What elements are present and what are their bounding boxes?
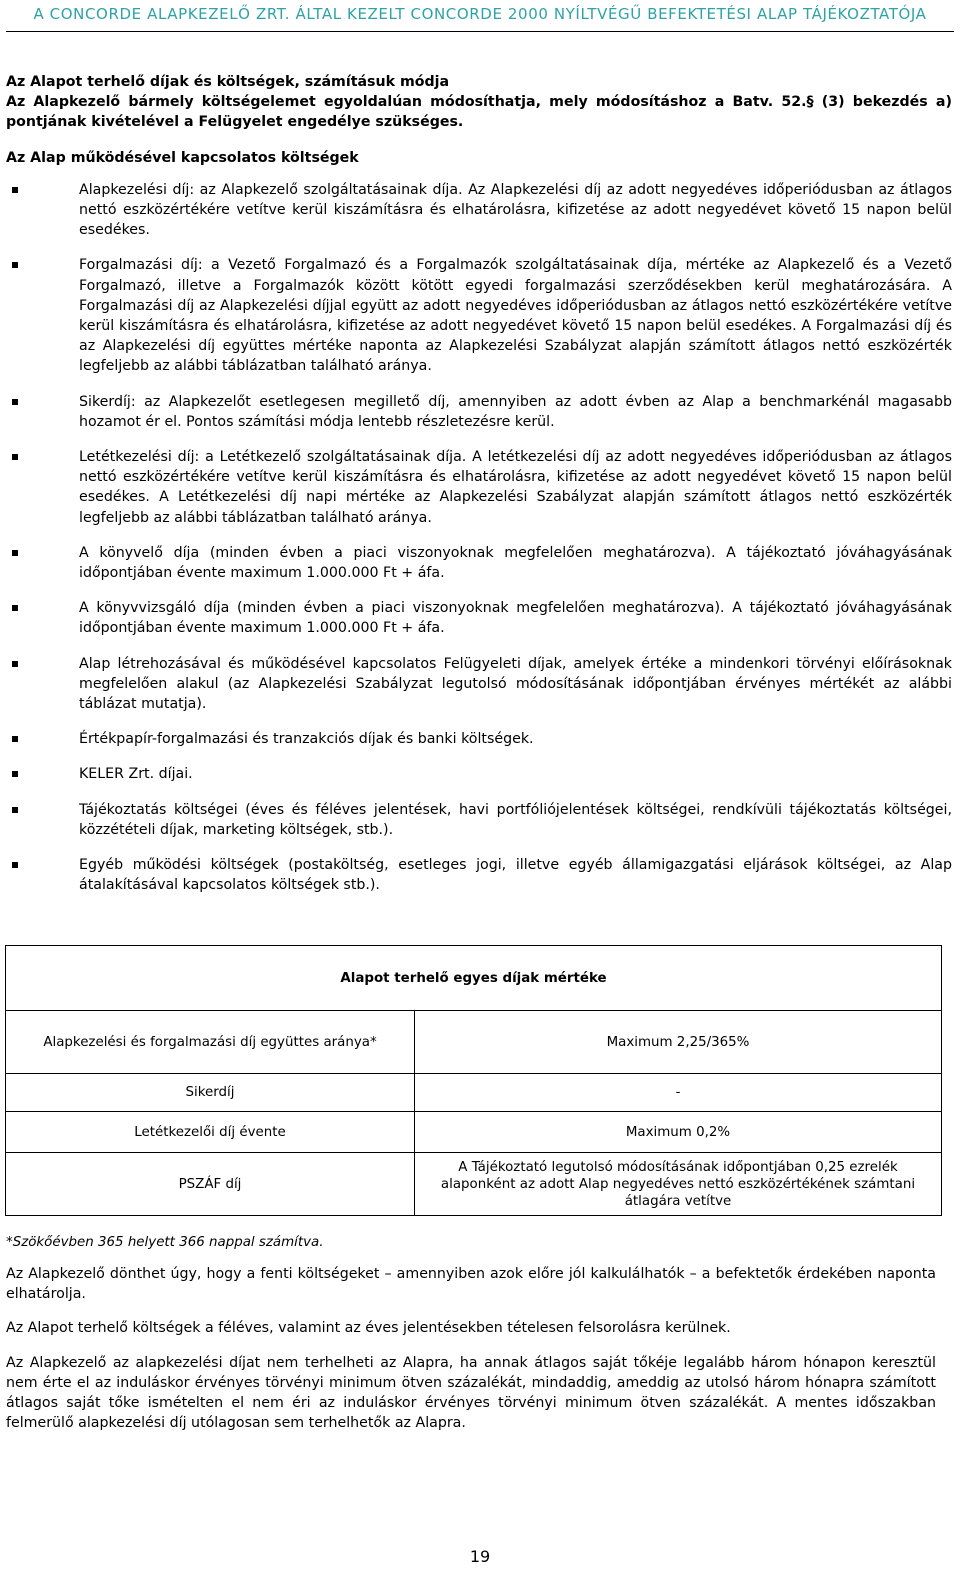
paragraph: Az Alapkezelő dönthet úgy, hogy a fenti költségeket – amennyiben azok előre jól kalkulálhatók – a befektetők érdekében naponta elhatárolja. xyxy=(6,1266,936,1303)
cost-list xyxy=(6,180,952,896)
list-item-text: Sikerdíj: az Alapkezelőt esetlegesen megillető díj, amennyiben az adott évben az Alap a benchmarkénál magasabb hozamot ér el. Pontos számítási módja lentebb részletezésre kerül. xyxy=(79,393,952,430)
list-item-text: Forgalmazási díj: a Vezető Forgalmazó és a Forgalmazók szolgáltatásainak díja, mértéke az Alapkezelő és a Vezető Forgalmazó, illetve a Forgalmazók között kötött egyedi forgalmazási szerződésekben kerül meghatározására. A Forgalmazási díj az Alapkezelési díjjal együtt az adott negyedéves időperiódusban az átlagos nettó eszközértékére vetítve kerül kiszámításra és elhatárolásra, kifizetése az adott negyedévet követő 15 napon belül esedékes. A Forgalmazási díj és az Alapkezelési díj együttes mértéke naponta az Alapkezelési Szabályzat alapján számított átlagos nettó eszközérték legfeljebb az alábbi táblázatban található aránya. xyxy=(79,257,952,375)
section-subheading: Az Alap működésével kapcsolatos költségek xyxy=(6,149,359,166)
table-title: Alapot terhelő egyes díjak mértéke xyxy=(6,946,942,1011)
list-item xyxy=(6,764,952,784)
table-footnote: *Szökőévben 365 helyett 366 nappal számítva. xyxy=(6,1235,324,1250)
list-item-text: A könyvelő díja (minden évben a piaci viszonyoknak megfelelően meghatározva). A tájékoztató jóváhagyásának időpontjában évente maximum 1.000.000 Ft + áfa. xyxy=(79,544,952,582)
fees-table xyxy=(5,945,942,1216)
table-row xyxy=(6,1011,942,1074)
list-item-text: A könyvvizsgáló díja (minden évben a piaci viszonyoknak megfelelően meghatározva). A tájékoztató jóváhagyásának időpontjában évente maximum 1.000.000 Ft + áfa. xyxy=(79,600,952,637)
paragraph: Az Alapkezelő az alapkezelési díjat nem terhelheti az Alapra, ha annak átlagos saját tőkéje legalább három hónapon keresztül nem érte el az induláskor érvényes törvényi minimum ötven százalékát, mindaddig, ameddig az utolsó három hónapra számított átlagos saját tőke ismételten el nem éri az induláskor érvényes törvényi minimum ötven százalékát. A mentes időszakban felmerülő alapkezelési díj utólagosan sem terhelhetők az Alapra. xyxy=(6,1354,936,1432)
closing-paragraphs xyxy=(6,1264,936,1447)
table-cell-value: - xyxy=(415,1074,942,1112)
list-item xyxy=(6,598,952,638)
square-bullet-icon xyxy=(12,187,18,193)
square-bullet-icon xyxy=(12,550,18,556)
list-item-text: KELER Zrt. díjai. xyxy=(79,766,193,783)
list-item xyxy=(6,447,952,528)
list-item-text: Értékpapír-forgalmazási és tranzakciós díjak és banki költségek. xyxy=(79,731,534,748)
list-item xyxy=(6,180,952,241)
list-item xyxy=(6,800,952,840)
list-item xyxy=(6,392,952,432)
table-row xyxy=(6,1112,942,1153)
table-cell-value: Maximum 2,25/365% xyxy=(415,1011,942,1074)
table-row xyxy=(6,1074,942,1112)
table-row xyxy=(6,1153,942,1216)
list-item xyxy=(6,255,952,376)
square-bullet-icon xyxy=(12,807,18,813)
table-cell-label: Letétkezelői díj évente xyxy=(6,1112,415,1153)
square-bullet-icon xyxy=(12,399,18,405)
header-divider xyxy=(6,31,954,32)
square-bullet-icon xyxy=(12,862,18,868)
square-bullet-icon xyxy=(12,454,18,460)
table-cell-label: Sikerdíj xyxy=(6,1074,415,1112)
square-bullet-icon xyxy=(12,771,18,777)
list-item xyxy=(6,729,952,749)
table-cell-label: PSZÁF díj xyxy=(6,1153,415,1216)
list-item-text: Egyéb működési költségek (postaköltség, esetleges jogi, illetve egyéb államigazgatási eljárások költségei, az Alap átalakításával kapcsolatos költségek stb.). xyxy=(79,857,952,894)
section-intro: Az Alapkezelő bármely költségelemet egyoldalúan módosíthatja, mely módosításhoz a Batv. 52.§ (3) bekezdés a) pontjának kivételével a Felügyelet engedélye szükséges. xyxy=(6,94,952,131)
list-item-text: Tájékoztatás költségei (éves és féléves jelentések, havi portfóliójelentések költségei, rendkívüli tájékoztatás költségei, közzétételi díjak, marketing költségek, stb.). xyxy=(79,801,952,838)
list-item-text: Letétkezelési díj: a Letétkezelő szolgáltatásainak díja. A letétkezelési díj az adott negyedéves időperiódusban az átlagos nettó eszközértékére vetítve kerül kiszámításra és elhatárolásra, kifizetése az adott negyedévet követő 15 napon belül esedékes. A Letétkezelési díj napi mértéke az Alapkezelési Szabályzat alapján számított átlagos nettó eszközérték legfeljebb az alábbi táblázatban található aránya. xyxy=(79,449,952,526)
main-content xyxy=(6,72,952,911)
document-header: A CONCORDE ALAPKEZELŐ ZRT. ÁLTAL KEZELT CONCORDE 2000 NYÍLTVÉGŰ BEFEKTETÉSI ALAP TÁJÉKOZTATÓJA xyxy=(33,5,927,23)
table-cell-value: A Tájékoztató legutolsó módosításának időpontjában 0,25 ezrelék alaponként az adott Alap negyedéves nettó eszközértékének számtani átlagára vetítve xyxy=(415,1153,942,1216)
page-number: 19 xyxy=(469,1547,491,1566)
paragraph: Az Alapot terhelő költségek a féléves, valamint az éves jelentésekben tételesen felsorolásra kerülnek. xyxy=(6,1320,731,1337)
list-item-text: Alap létrehozásával és működésével kapcsolatos Felügyeleti díjak, amelyek értéke a mindenkori törvényi előírásoknak megfelelően alakul (az Alapkezelési Szabályzat legutolsó módosításának időpontjában érvényes mértékét az alábbi táblázat mutatja). xyxy=(79,655,952,713)
list-item-text: Alapkezelési díj: az Alapkezelő szolgáltatásainak díja. Az Alapkezelési díj az adott negyedéves időperiódusban az átlagos nettó eszközértékére vetítve kerül kiszámításra és elhatárolásra, kifizetése az adott negyedévet követő 15 napon belül esedékes. xyxy=(79,181,952,239)
square-bullet-icon xyxy=(12,605,18,611)
square-bullet-icon xyxy=(12,736,18,742)
list-item xyxy=(6,654,952,715)
list-item xyxy=(6,855,952,895)
section-heading: Az Alapot terhelő díjak és költségek, számításuk módja xyxy=(6,74,450,90)
table-cell-value: Maximum 0,2% xyxy=(415,1112,942,1153)
list-item xyxy=(6,543,952,583)
table-cell-label: Alapkezelési és forgalmazási díj együttes aránya* xyxy=(6,1011,415,1074)
square-bullet-icon xyxy=(12,661,18,667)
square-bullet-icon xyxy=(12,262,18,268)
